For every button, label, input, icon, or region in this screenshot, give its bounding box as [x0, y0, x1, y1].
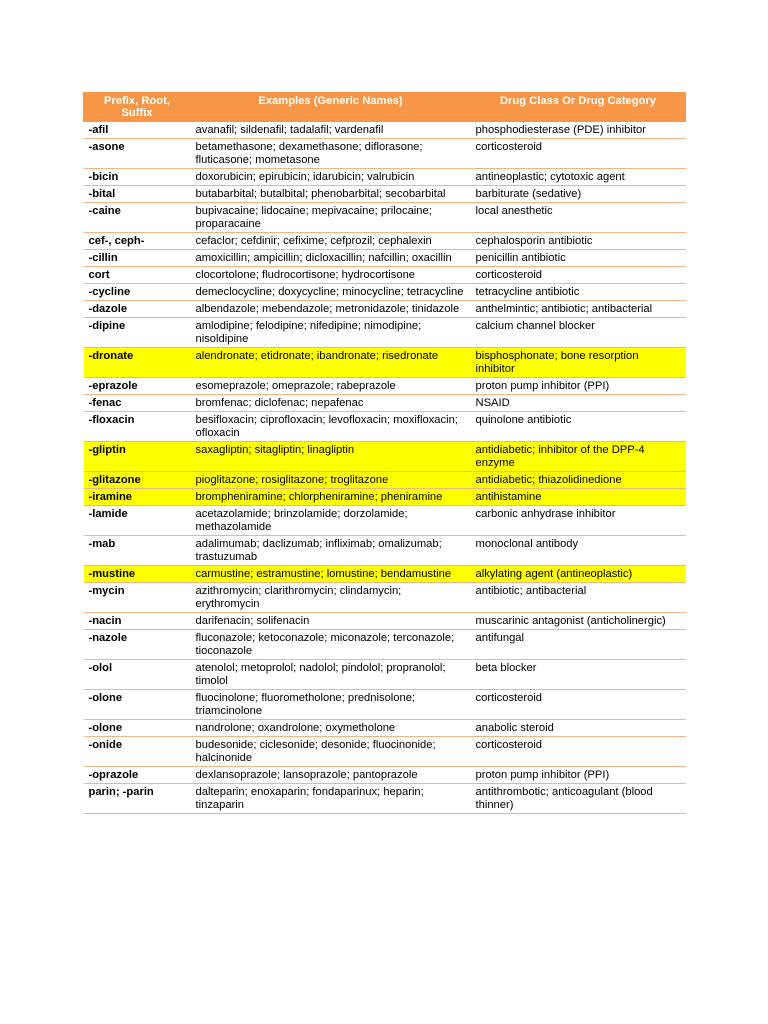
suffix-cell: -dronate	[84, 348, 191, 378]
drug-class-cell: proton pump inhibitor (PPI)	[471, 767, 686, 784]
suffix-cell: -mycin	[84, 583, 191, 613]
suffix-cell: -olone	[84, 720, 191, 737]
drug-class-cell: penicillin antibiotic	[471, 250, 686, 267]
suffix-cell: -bicin	[84, 169, 191, 186]
table-body	[84, 122, 686, 814]
table-row	[84, 267, 686, 284]
drug-class-cell: beta blocker	[471, 660, 686, 690]
suffix-cell: -lamide	[84, 506, 191, 536]
examples-cell: nandrolone; oxandrolone; oxymetholone	[191, 720, 471, 737]
table-row	[84, 412, 686, 442]
examples-cell: dalteparin; enoxaparin; fondaparinux; heparin; tinzaparin	[191, 784, 471, 814]
examples-cell: demeclocycline; doxycycline; minocycline; tetracycline	[191, 284, 471, 301]
examples-cell: doxorubicin; epirubicin; idarubicin; valrubicin	[191, 169, 471, 186]
suffix-cell: -cillin	[84, 250, 191, 267]
drug-class-cell: corticosteroid	[471, 737, 686, 767]
drug-class-cell: antibiotic; antibacterial	[471, 583, 686, 613]
suffix-cell: -bital	[84, 186, 191, 203]
table-row	[84, 489, 686, 506]
table-row	[84, 250, 686, 267]
examples-cell: acetazolamide; brinzolamide; dorzolamide; methazolamide	[191, 506, 471, 536]
table-row	[84, 583, 686, 613]
examples-cell: avanafil; sildenafil; tadalafil; vardenafil	[191, 122, 471, 139]
suffix-cell: -onide	[84, 737, 191, 767]
drug-class-cell: barbiturate (sedative)	[471, 186, 686, 203]
suffix-cell: -dipine	[84, 318, 191, 348]
table-row	[84, 284, 686, 301]
table-row	[84, 378, 686, 395]
table-row	[84, 169, 686, 186]
suffix-cell: -nacin	[84, 613, 191, 630]
table-row	[84, 767, 686, 784]
drug-class-cell: proton pump inhibitor (PPI)	[471, 378, 686, 395]
header-examples: Examples (Generic Names)	[191, 93, 471, 122]
drug-class-cell: antineoplastic; cytotoxic agent	[471, 169, 686, 186]
suffix-cell: -dazole	[84, 301, 191, 318]
table-row	[84, 660, 686, 690]
drug-class-cell: antifungal	[471, 630, 686, 660]
examples-cell: atenolol; metoprolol; nadolol; pindolol; propranolol; timolol	[191, 660, 471, 690]
drug-class-cell: antidiabetic; inhibitor of the DPP-4 enzyme	[471, 442, 686, 472]
drug-class-cell: antihistamine	[471, 489, 686, 506]
table-header-row	[84, 93, 686, 122]
drug-class-cell: corticosteroid	[471, 690, 686, 720]
examples-cell: azithromycin; clarithromycin; clindamycin; erythromycin	[191, 583, 471, 613]
suffix-cell: -oprazole	[84, 767, 191, 784]
drug-class-cell: NSAID	[471, 395, 686, 412]
suffix-cell: -iramine	[84, 489, 191, 506]
examples-cell: esomeprazole; omeprazole; rabeprazole	[191, 378, 471, 395]
table-row	[84, 566, 686, 583]
drug-class-cell: bisphosphonate; bone resorption inhibitor	[471, 348, 686, 378]
suffix-cell: -afil	[84, 122, 191, 139]
table-row	[84, 737, 686, 767]
examples-cell: albendazole; mebendazole; metronidazole; tinidazole	[191, 301, 471, 318]
table-row	[84, 536, 686, 566]
drug-class-cell: antithrombotic; anticoagulant (blood thinner)	[471, 784, 686, 814]
table-row	[84, 318, 686, 348]
table-row	[84, 720, 686, 737]
table-row	[84, 690, 686, 720]
suffix-cell: -mab	[84, 536, 191, 566]
examples-cell: adalimumab; daclizumab; infliximab; omalizumab; trastuzumab	[191, 536, 471, 566]
examples-cell: budesonide; ciclesonide; desonide; fluocinonide; halcinonide	[191, 737, 471, 767]
drug-class-cell: corticosteroid	[471, 267, 686, 284]
table-row	[84, 613, 686, 630]
table-row	[84, 203, 686, 233]
examples-cell: fluconazole; ketoconazole; miconazole; terconazole; tioconazole	[191, 630, 471, 660]
table-row	[84, 506, 686, 536]
drug-class-cell: monoclonal antibody	[471, 536, 686, 566]
table-row	[84, 395, 686, 412]
suffix-cell: cort	[84, 267, 191, 284]
table-row	[84, 348, 686, 378]
suffix-cell: -nazole	[84, 630, 191, 660]
suffix-cell: -olone	[84, 690, 191, 720]
examples-cell: betamethasone; dexamethasone; diflorasone; fluticasone; mometasone	[191, 139, 471, 169]
suffix-cell: cef-, ceph-	[84, 233, 191, 250]
document-page	[83, 92, 685, 814]
table-row	[84, 186, 686, 203]
examples-cell: darifenacin; solifenacin	[191, 613, 471, 630]
drug-class-cell: quinolone antibiotic	[471, 412, 686, 442]
examples-cell: amoxicillin; ampicillin; dicloxacillin; nafcillin; oxacillin	[191, 250, 471, 267]
examples-cell: brompheniramine; chlorpheniramine; pheniramine	[191, 489, 471, 506]
drug-suffix-table	[83, 92, 686, 814]
suffix-cell: -cycline	[84, 284, 191, 301]
table-row	[84, 472, 686, 489]
drug-class-cell: phosphodiesterase (PDE) inhibitor	[471, 122, 686, 139]
suffix-cell: -fenac	[84, 395, 191, 412]
drug-class-cell: anthelmintic; antibiotic; antibacterial	[471, 301, 686, 318]
table-row	[84, 301, 686, 318]
table-row	[84, 784, 686, 814]
examples-cell: saxagliptin; sitagliptin; linagliptin	[191, 442, 471, 472]
drug-class-cell: tetracycline antibiotic	[471, 284, 686, 301]
suffix-cell: -olol	[84, 660, 191, 690]
drug-class-cell: muscarinic antagonist (anticholinergic)	[471, 613, 686, 630]
drug-class-cell: antidiabetic; thiazolidinedione	[471, 472, 686, 489]
suffix-cell: -asone	[84, 139, 191, 169]
examples-cell: bromfenac; diclofenac; nepafenac	[191, 395, 471, 412]
examples-cell: pioglitazone; rosiglitazone; troglitazone	[191, 472, 471, 489]
header-prefix-root-suffix: Prefix, Root, Suffix	[84, 93, 191, 122]
drug-class-cell: alkylating agent (antineoplastic)	[471, 566, 686, 583]
table-row	[84, 139, 686, 169]
table-row	[84, 630, 686, 660]
drug-class-cell: local anesthetic	[471, 203, 686, 233]
suffix-cell: -caine	[84, 203, 191, 233]
examples-cell: alendronate; etidronate; ibandronate; risedronate	[191, 348, 471, 378]
table-row	[84, 233, 686, 250]
suffix-cell: -glitazone	[84, 472, 191, 489]
table-row	[84, 442, 686, 472]
drug-class-cell: cephalosporin antibiotic	[471, 233, 686, 250]
suffix-cell: -eprazole	[84, 378, 191, 395]
examples-cell: besifloxacin; ciprofloxacin; levofloxacin; moxifloxacin; ofloxacin	[191, 412, 471, 442]
suffix-cell: -gliptin	[84, 442, 191, 472]
table-row	[84, 122, 686, 139]
examples-cell: cefaclor; cefdinir; cefixime; cefprozil; cephalexin	[191, 233, 471, 250]
drug-class-cell: calcium channel blocker	[471, 318, 686, 348]
examples-cell: bupivacaine; lidocaine; mepivacaine; prilocaine; proparacaine	[191, 203, 471, 233]
examples-cell: carmustine; estramustine; lomustine; bendamustine	[191, 566, 471, 583]
suffix-cell: parin; -parin	[84, 784, 191, 814]
suffix-cell: -floxacin	[84, 412, 191, 442]
header-drug-class: Drug Class Or Drug Category	[471, 93, 686, 122]
examples-cell: dexlansoprazole; lansoprazole; pantoprazole	[191, 767, 471, 784]
drug-class-cell: carbonic anhydrase inhibitor	[471, 506, 686, 536]
suffix-cell: -mustine	[84, 566, 191, 583]
examples-cell: amlodipine; felodipine; nifedipine; nimodipine; nisoldipine	[191, 318, 471, 348]
drug-class-cell: anabolic steroid	[471, 720, 686, 737]
examples-cell: butabarbital; butalbital; phenobarbital; secobarbital	[191, 186, 471, 203]
drug-class-cell: corticosteroid	[471, 139, 686, 169]
examples-cell: fluocinolone; fluorometholone; prednisolone; triamcinolone	[191, 690, 471, 720]
examples-cell: clocortolone; fludrocortisone; hydrocortisone	[191, 267, 471, 284]
